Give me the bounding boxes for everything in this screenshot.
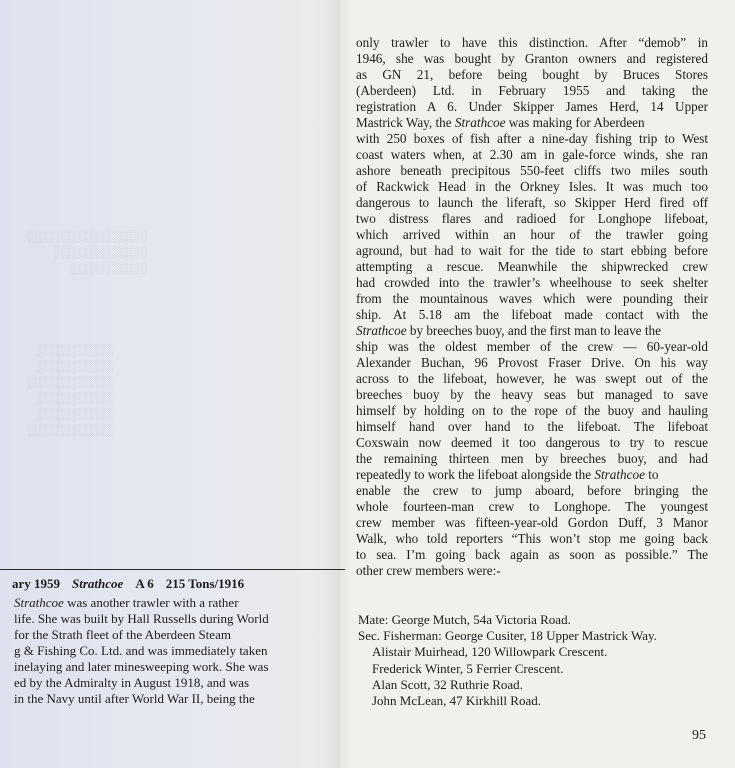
text-line: (Aberdeen) Ltd. in February 1955 and taking the — [356, 83, 708, 98]
text-line: other crew members were:- — [356, 563, 501, 578]
crew-member: Sec. Fisherman: George Cusiter, 18 Upper Mastrick Way. — [358, 628, 657, 644]
text-line: registration A 6. Under Skipper James Herd, 14 Upper — [356, 99, 708, 114]
text-line: ashore beneath precipitous 550-feet cliffs two miles south — [356, 163, 708, 178]
text-line: from the mountainous waves which were pounding their — [356, 291, 708, 306]
text-line: aground, but had to wait for the tide to start ebbing before — [356, 243, 708, 258]
right-column-text — [356, 35, 708, 579]
text-line: repeatedly to work the lifeboat alongside the Strathcoe to — [356, 467, 659, 482]
text-line: for the Strath fleet of the Aberdeen Steam — [14, 627, 231, 642]
text-line: 1946, she was bought by Granton owners and registered — [356, 51, 708, 66]
text-line: Strathcoe was another trawler with a rather — [14, 595, 239, 610]
text-line: life. She was built by Hall Russells during World — [14, 611, 269, 626]
page-number: 95 — [692, 728, 706, 743]
text-line: Strathcoe by breeches buoy, and the first man to leave the — [356, 323, 661, 338]
crew-member: Alan Scott, 32 Ruthrie Road. — [372, 676, 523, 692]
text-line: whole fourteen-man crew to Longhope. The youngest — [356, 499, 708, 514]
text-line: inelaying and later minesweeping work. She was — [14, 659, 269, 674]
vessel-name: Strathcoe — [356, 323, 407, 338]
text-line: Alexander Buchan, 96 Provost Fraser Drive. On his way — [356, 355, 708, 370]
text-line: the remaining thirteen men by breeches buoy, and had — [356, 451, 708, 466]
entry-registration: A 6 — [135, 576, 154, 591]
text-line: had crowded into the trawler’s wheelhouse to seek shelter — [356, 275, 708, 290]
text-line: only trawler to have this distinction. After “demob” in — [356, 35, 708, 50]
text-line: ed by the Admiralty in August 1918, and was — [14, 675, 250, 690]
text-line: Walk, who told reporters “This won’t stop me going back — [356, 531, 708, 546]
text-line: in the Navy until after World War II, being the — [14, 691, 255, 706]
text-line: with 250 boxes of fish after a nine-day fishing trip to West — [356, 131, 708, 146]
crew-member: Mate: George Mutch, 54a Victoria Road. — [358, 612, 571, 627]
bleed-through-shadow: ░░░░░░░░░░░░░░ ░░░░░░░░░░░ ░░░░░░░░░ — [28, 229, 148, 275]
entry-tonnage: 215 Tons/1916 — [165, 576, 245, 591]
crew-member: Alistair Muirhead, 120 Willowpark Crescent. — [372, 644, 608, 660]
text-line: across to the lifeboat, however, he was swept out of the — [356, 371, 708, 386]
text-line: Mastrick Way, the Strathcoe was making for Aberdeen — [356, 115, 645, 130]
text-line: to sea. I’m going back again as soon as possible.” The — [356, 547, 708, 562]
crew-member: Frederick Winter, 5 Ferrier Crescent. — [372, 660, 564, 676]
text-line: which arrived within an hour of the trawler going — [356, 227, 708, 242]
left-column-text — [14, 595, 324, 707]
crew-member: John McLean, 47 Kirkhill Road. — [372, 693, 541, 709]
text-line: ship. At 5.18 am the lifeboat made contact with the — [356, 307, 708, 322]
text-line: enable the crew to jump aboard, before bringing the — [356, 483, 708, 498]
crew-list — [358, 612, 718, 709]
text-line: Coxswain now deemed it too dangerous to try to rescue — [356, 435, 708, 450]
text-line: himself hand over hand to the lifeboat. The lifeboat — [356, 419, 708, 434]
text-line: two distress flares and radioed for Longhope lifeboat, — [356, 211, 708, 226]
text-line: dangerous to launch the liferaft, so Skipper Herd fired off — [356, 195, 708, 210]
section-rule — [0, 569, 345, 570]
text-line: coast waters when, at 2.30 am in gale-force winds, she ran — [356, 147, 708, 162]
text-line: crew member was fifteen-year-old Gordon Duff, 3 Manor — [356, 515, 708, 530]
vessel-name: Strathcoe — [14, 595, 64, 610]
text-line: of Rackwick Head in the Orkney Isles. It was much too — [356, 179, 708, 194]
text-line: as GN 21, before being bought by Bruces Stores — [356, 67, 708, 82]
gutter-shadow — [322, 0, 352, 768]
bleed-through-shadow: ░░░░░░░░░ ░░░░░░░░░ ░░░░░░░░░░ ░░░░░░░░░ ░░░░░░░░░ ░░░░░░░░░░ — [28, 343, 114, 437]
text-line: breeches buoy by the heavy seas but managed to save — [356, 387, 708, 402]
vessel-name: Strathcoe — [454, 115, 506, 130]
text-line: g & Fishing Co. Ltd. and was immediately taken — [14, 643, 268, 658]
text-line: ship was the oldest member of the crew — 60-year-old — [356, 339, 708, 354]
text-line: himself by holding on to the rope of the buoy and hauling — [356, 403, 708, 418]
entry-date: ary 1959 — [12, 576, 61, 591]
entry-vessel: Strathcoe — [72, 576, 124, 591]
text-line: attempting a rescue. Meanwhile the shipwrecked crew — [356, 259, 708, 274]
vessel-name: Strathcoe — [594, 467, 645, 482]
entry-heading — [12, 576, 342, 592]
